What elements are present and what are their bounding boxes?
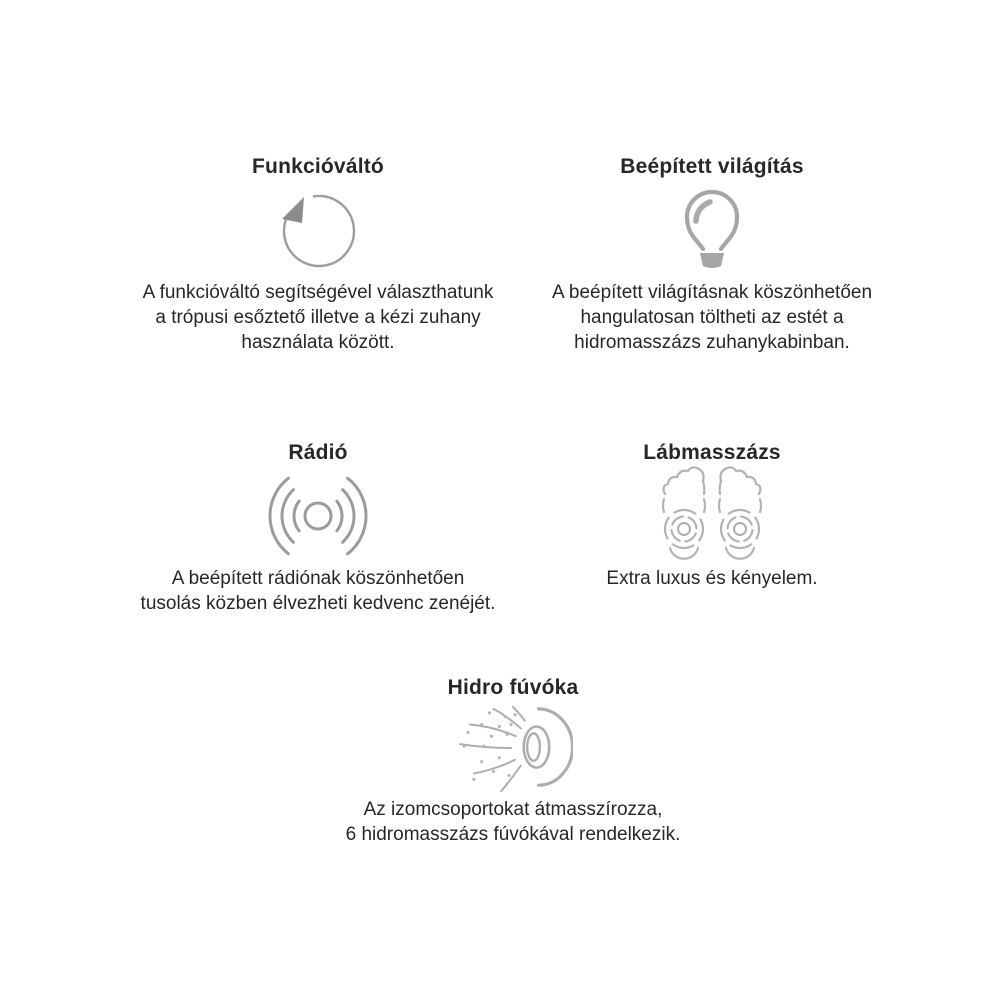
feature-radio: [103, 440, 533, 616]
rotate-arrow-icon: [272, 185, 364, 275]
feature-description-line: A beépített rádiónak köszönhetően: [171, 568, 465, 589]
feature-title: Beépített világítás: [620, 155, 804, 178]
feature-title: Hidro fúvóka: [447, 676, 579, 699]
feature-icon-wrap: [103, 180, 533, 280]
feature-title: Rádió: [288, 441, 348, 464]
feature-description-line: A funkcióváltó segítségével választhatunk: [142, 282, 494, 303]
lightbulb-icon: [674, 189, 750, 271]
feature-description-line: Az izomcsoportokat átmasszírozza,: [363, 799, 663, 820]
feature-description-line: a trópusi esőztető illetve a kézi zuhany: [155, 307, 481, 328]
feature-icon-wrap: [303, 701, 723, 797]
feature-description-line: 6 hidromasszázs fúvókával rendelkezik.: [345, 824, 681, 845]
feature-title: Lábmasszázs: [643, 441, 781, 464]
feature-title: Funkcióváltó: [252, 155, 384, 178]
feature-description-line: A beépített világításnak köszönhetően: [551, 282, 873, 303]
feature-description-line: hangulatosan töltheti az estét a: [580, 307, 844, 328]
feature-description-line: Extra luxus és kényelem.: [606, 568, 818, 589]
radio-waves-icon: [263, 466, 373, 566]
feature-icon-wrap: [103, 466, 533, 566]
feature-labmasszazs: [502, 440, 922, 591]
feet-massage-icon: [656, 466, 768, 566]
feature-description-line: hidromasszázs zuhanykabinban.: [574, 332, 850, 353]
water-jet-icon: [453, 703, 573, 795]
feature-vilagitas: [502, 154, 922, 355]
feature-description-line: használata között.: [241, 332, 395, 353]
feature-icon-wrap: [502, 466, 922, 566]
feature-icon-wrap: [502, 180, 922, 280]
feature-funkciovalto: [103, 154, 533, 355]
feature-hidro-fuvoka: [303, 675, 723, 847]
feature-description-line: tusolás közben élvezheti kedvenc zenéjét.: [140, 593, 496, 614]
